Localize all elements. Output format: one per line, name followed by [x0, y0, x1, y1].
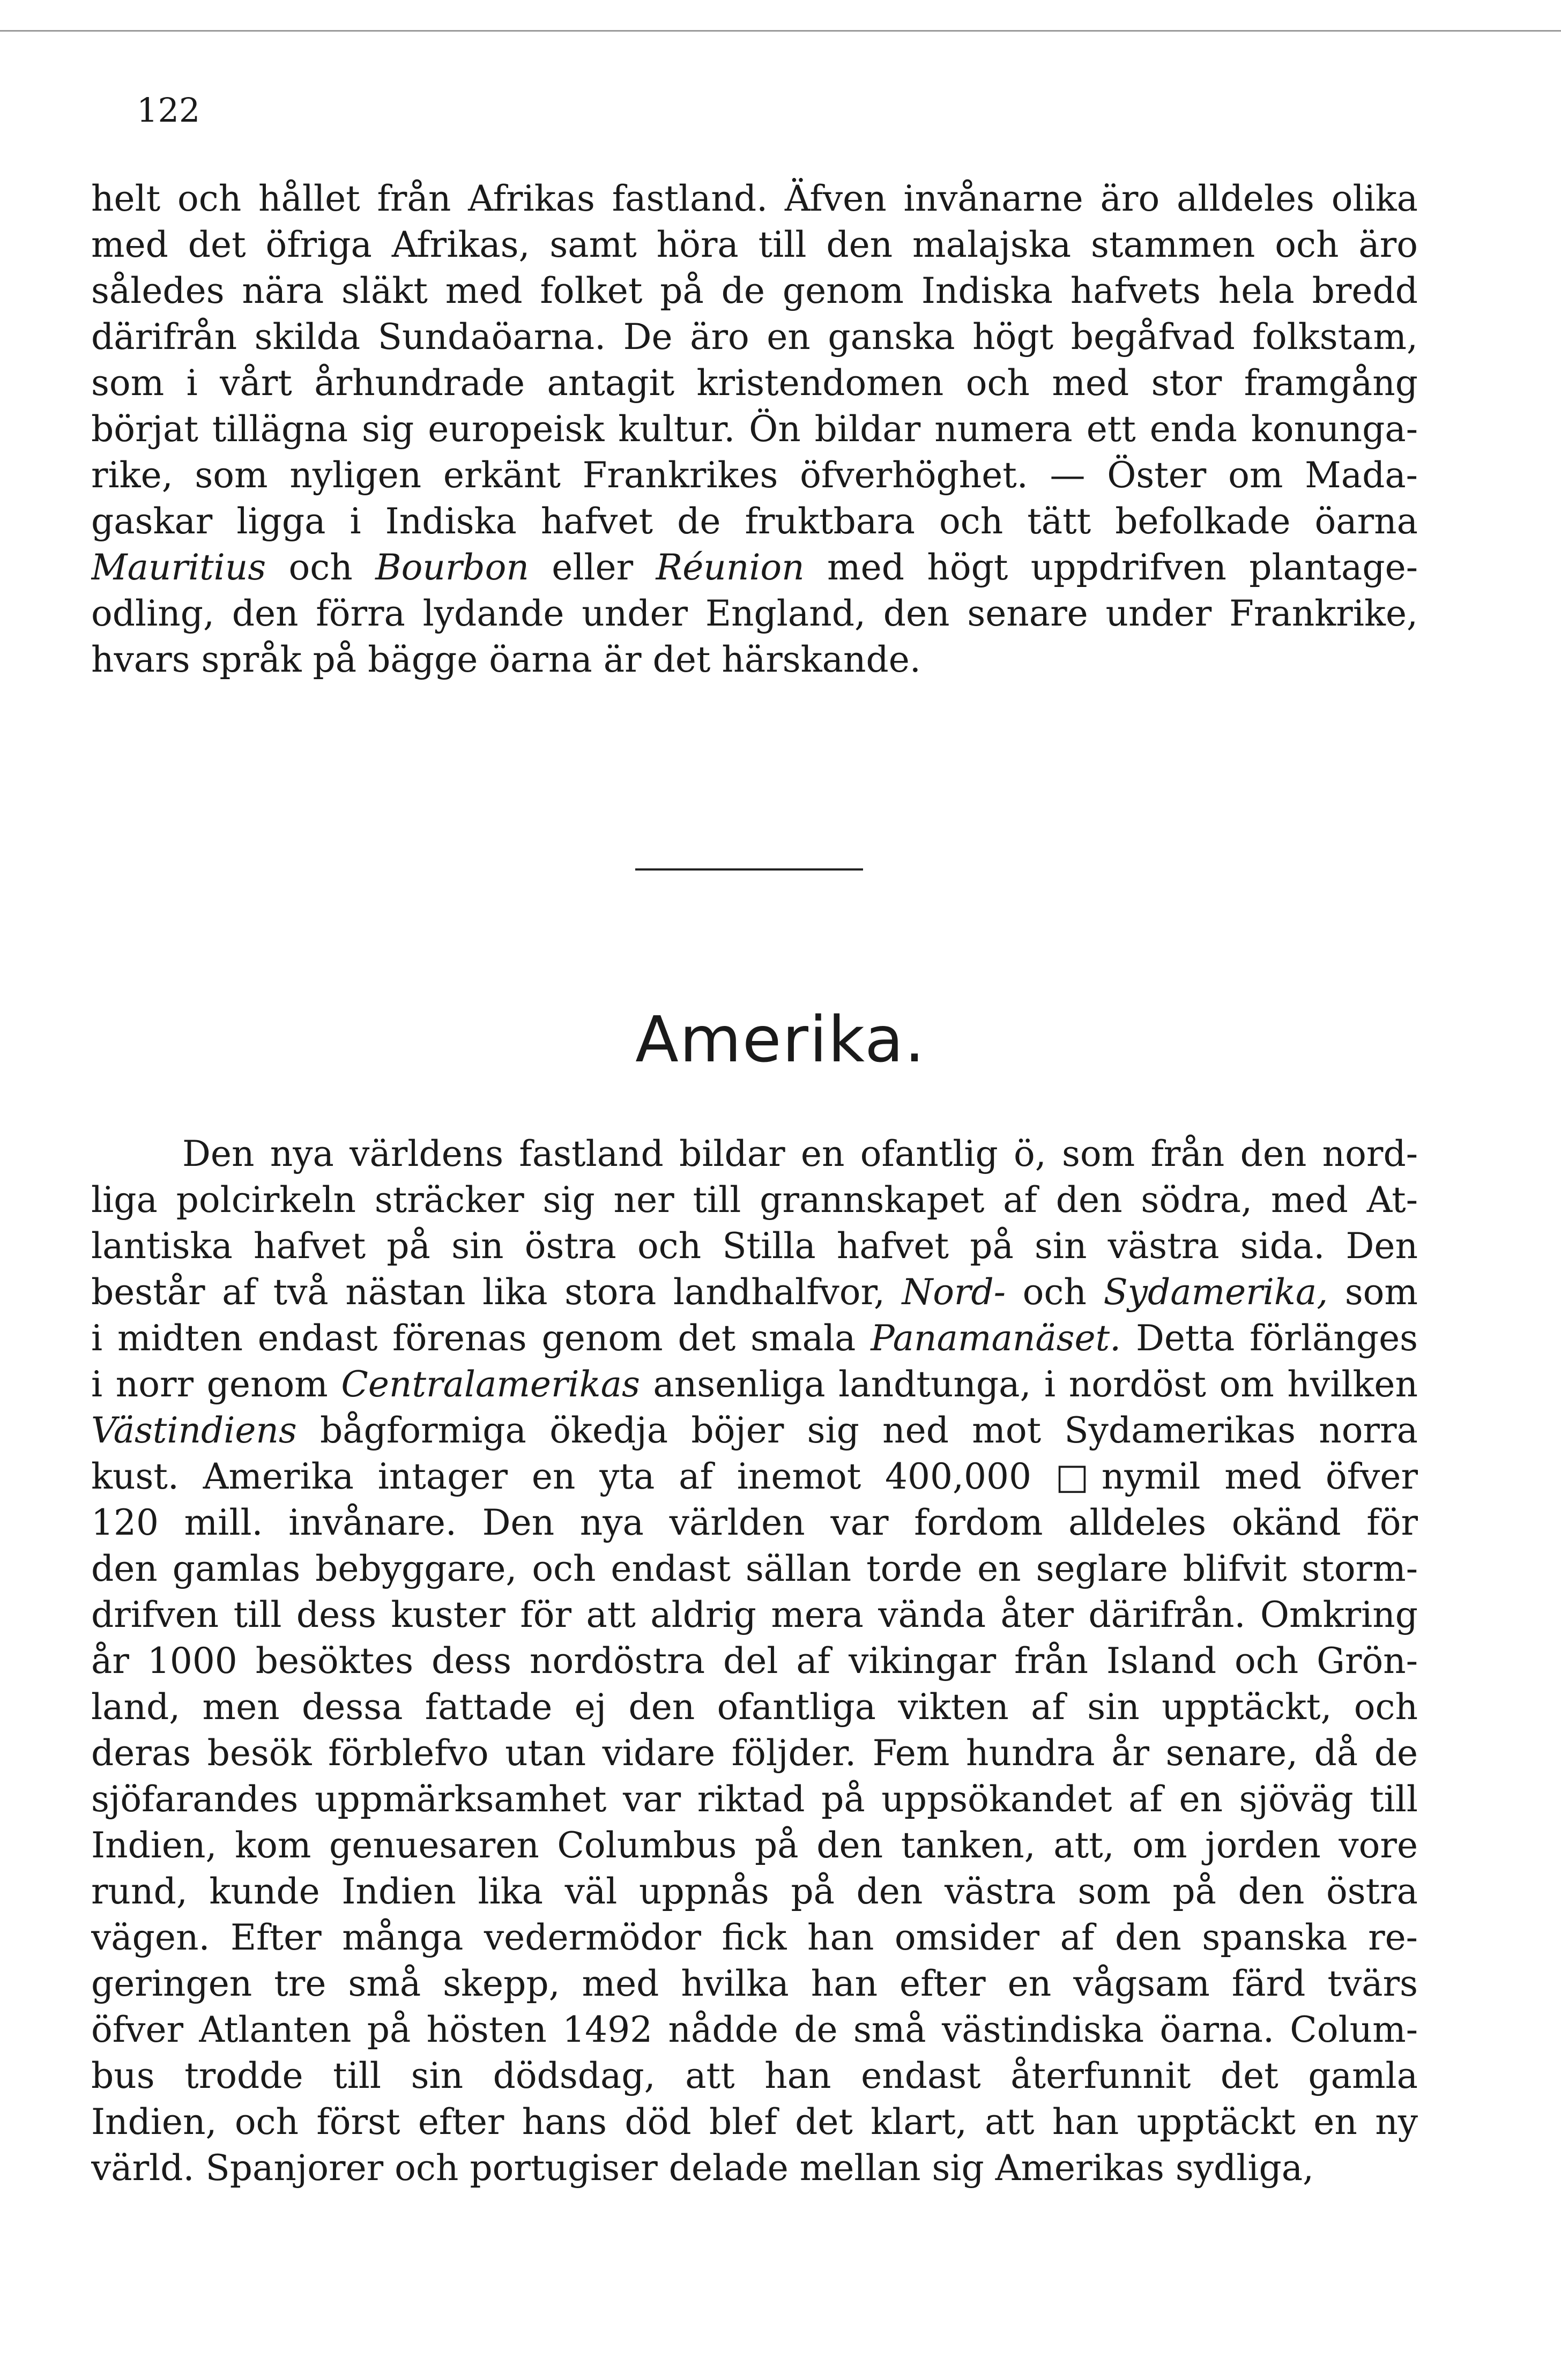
- text-line: drifven till dess kuster för att aldrig mera vända åter därifrån. Omkring: [91, 1594, 1418, 1635]
- text-line: år 1000 besöktes dess nordöstra del af vikingar från Island och Grön-: [91, 1640, 1418, 1682]
- text-line: därifrån skilda Sundaöarna. De äro en ganska högt begåfvad folkstam,: [91, 316, 1418, 358]
- text-line: bus trodde till sin dödsdag, att han endast återfunnit det gamla: [91, 2055, 1418, 2096]
- italic-term: Centralamerikas: [341, 1364, 640, 1405]
- text-line: som i vårt århundrade antagit kristendomen och med stor framgång: [91, 362, 1418, 404]
- top-rule: [0, 30, 1561, 32]
- text-line: den gamlas bebyggare, och endast sällan torde en seglare blifvit storm-: [91, 1548, 1418, 1589]
- section-divider: [635, 868, 863, 871]
- italic-term: Mauritius: [91, 547, 266, 588]
- text-line: Den nya världens fastland bildar en ofantlig ö, som från den nord-: [182, 1133, 1418, 1174]
- text-line: således nära släkt med folket på de genom Indiska hafvets hela bredd: [91, 270, 1418, 311]
- text-line: rike, som nyligen erkänt Frankrikes öfverhöghet. — Öster om Mada-: [91, 455, 1418, 496]
- text-line: i norr genom Centralamerikas ansenliga landtunga, i nordöst om hvilken: [91, 1364, 1418, 1405]
- text-line: består af två nästan lika stora landhalfvor, Nord- och Sydamerika, som: [91, 1271, 1418, 1313]
- text-line: deras besök förblefvo utan vidare följder. Fem hundra år senare, då de: [91, 1732, 1418, 1774]
- text-line: sjöfarandes uppmärksamhet var riktad på uppsökandet af en sjöväg till: [91, 1779, 1418, 1820]
- italic-term: Panamanäset.: [871, 1318, 1121, 1359]
- text-line: vägen. Efter många vedermödor fick han omsider af den spanska re-: [91, 1917, 1418, 1958]
- italic-term: Sydamerika,: [1103, 1271, 1328, 1313]
- text-line: Mauritius och Bourbon eller Réunion med högt uppdrifven plantage-: [91, 547, 1418, 588]
- text-line: börjat tillägna sig europeisk kultur. Ön bildar numera ett enda konunga-: [91, 408, 1418, 450]
- text-line: Indien, kom genuesaren Columbus på den tanken, att, om jorden vore: [91, 1825, 1418, 1866]
- text-line: kust. Amerika intager en yta af inemot 400,000 □nymil med öfver: [91, 1456, 1418, 1497]
- text-line: odling, den förra lydande under England, den senare under Frankrike,: [91, 593, 1418, 634]
- section-heading: Amerika.: [635, 1002, 926, 1076]
- text-line: i midten endast förenas genom det smala Panamanäset. Detta förlänges: [91, 1318, 1418, 1359]
- text-line: med det öfriga Afrikas, samt höra till den malajska stammen och äro: [91, 224, 1418, 265]
- text-line: hvars språk på bägge öarna är det härskande.: [91, 639, 921, 680]
- text-line: öfver Atlanten på hösten 1492 nådde de små västindiska öarna. Colum-: [91, 2009, 1418, 2050]
- paragraph-1: [91, 176, 1418, 683]
- text-line: geringen tre små skepp, med hvilka han efter en vågsam färd tvärs: [91, 1963, 1418, 2004]
- text-line: rund, kunde Indien lika väl uppnås på den västra som på den östra: [91, 1871, 1418, 1912]
- text-line: lantiska hafvet på sin östra och Stilla hafvet på sin västra sida. Den: [91, 1225, 1418, 1267]
- text-line: gaskar ligga i Indiska hafvet de fruktbara och tätt befolkade öarna: [91, 501, 1418, 542]
- text-line: Indien, och först efter hans död blef det klart, att han upptäckt en ny: [91, 2101, 1418, 2143]
- text-line: 120 mill. invånare. Den nya världen var fordom alldeles okänd för: [91, 1502, 1418, 1543]
- italic-term: Bourbon: [375, 547, 529, 588]
- text-line: helt och hållet från Afrikas fastland. Äfven invånarne äro alldeles olika: [91, 178, 1418, 219]
- paragraph-2: [91, 1131, 1418, 2191]
- italic-term: Nord-: [902, 1271, 1006, 1313]
- text-line: Västindiens bågformiga ökedja böjer sig ned mot Sydamerikas norra: [91, 1410, 1418, 1451]
- italic-term: Västindiens: [91, 1410, 297, 1451]
- text-line: land, men dessa fattade ej den ofantliga vikten af sin upptäckt, och: [91, 1686, 1418, 1728]
- page-number: 122: [137, 91, 200, 130]
- text-line: värld. Spanjorer och portugiser delade mellan sig Amerikas sydliga,: [91, 2147, 1314, 2189]
- text-line: liga polcirkeln sträcker sig ner till grannskapet af den södra, med At-: [91, 1179, 1418, 1221]
- italic-term: Réunion: [656, 547, 805, 588]
